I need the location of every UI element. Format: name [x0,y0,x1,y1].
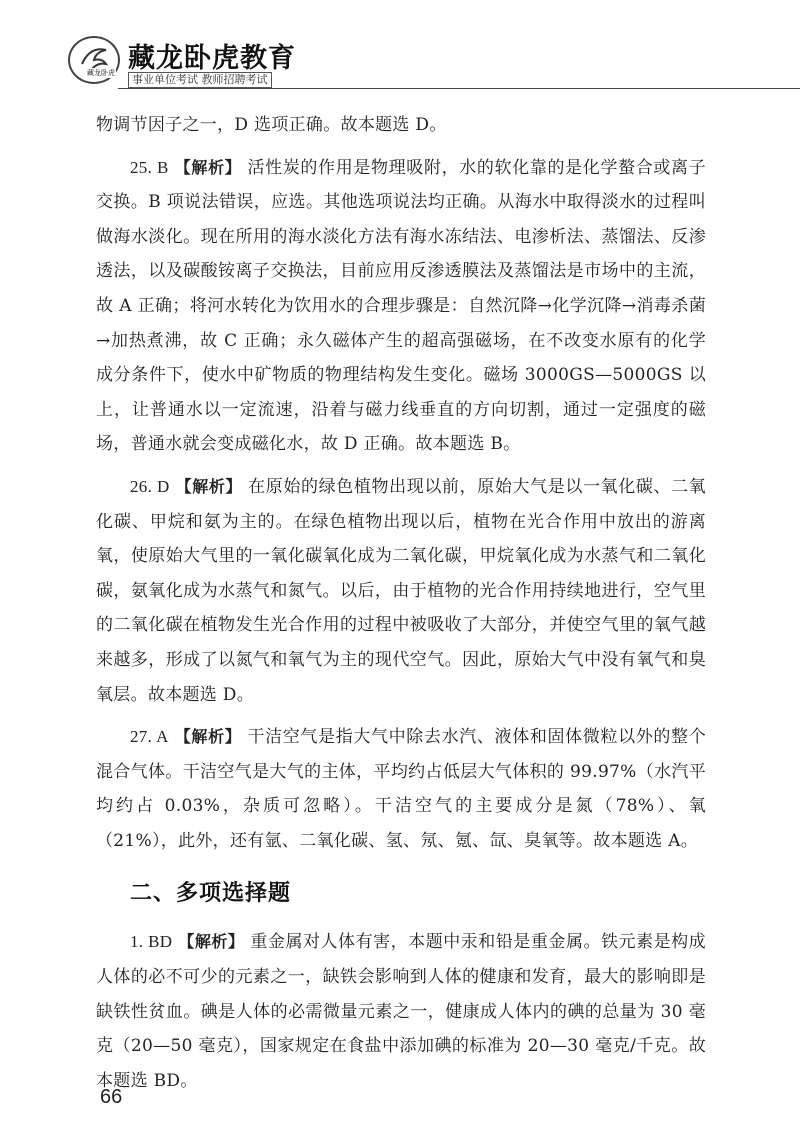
answer-text: 在原始的绿色植物出现以前，原始大气是以一氧化碳、二氧化碳、甲烷和氨为主的。在绿色植物出现以后，植物在光合作用中放出的游离氧，使原始大气里的一氧化碳氧化成为二氧化碳，甲烷氧化成为水蒸气和二氧化碳，氨氧化成为水蒸气和氮气。以后，由于植物的光合作用持续地进行，空气里的二氧化碳在植物发生光合作用的过程中被吸收了大部分，并使空气里的氧气越来越多，形成了以氮气和氧气为主的现代空气。因此，原始大气中没有氧气和臭氧层。故本题选 D。 [96,476,706,705]
answer-multi-1 [96,925,706,1098]
answer-27 [96,720,706,858]
page-content [96,108,706,1106]
analysis-tag: 【解析】 [174,157,242,177]
question-number: 1. BD [130,932,173,952]
answer-text: 活性炭的作用是物理吸附，水的软化靠的是化学螯合或离子交换。B 项说法错误，应选。其他选项说法均正确。从海水中取得淡水的过程叫做海水淡化。现在所用的海水淡化方法有海水冻结法、电渗析法、蒸馏法、反渗透法，以及碳酸铵离子交换法，目前应用反渗透膜法及蒸馏法是市场中的主流，故 A 正确；将河水转化为饮用水的合理步骤是：自然沉降→化学沉降→消毒杀菌→加热煮沸，故 C 正确；永久磁体产生的超高强磁场，在不改变水原有的化学成分条件下，使水中矿物质的物理结构发生变化。磁场 3000GS—5000GS 以上，让普通水以一定流速，沿着与磁力线垂直的方向切割，通过一定强度的磁场，普通水就会变成磁化水，故 D 正确。故本题选 B。 [96,157,706,455]
question-number: 27. A [130,727,169,747]
analysis-tag: 【解析】 [178,932,245,952]
analysis-tag: 【解析】 [175,476,243,496]
question-number: 25. B [130,157,169,177]
brand-subtitle: 事业单位考试 教师招聘考试 [128,72,272,88]
page-number: 66 [100,1086,123,1108]
section-title: 二、多项选择题 [130,881,292,907]
answer-25 [96,151,706,462]
paragraph-continued: 物调节因子之一，D 选项正确。故本题选 D。 [96,115,447,135]
logo-text: 藏龙卧虎 [87,69,115,77]
brand-title: 藏龙卧虎教育 [128,43,296,74]
page-header [0,0,800,92]
answer-text: 干洁空气是指大气中除去水汽、液体和固体微粒以外的整个混合气体。干洁空气是大气的主体，平均约占低层大气体积的 99.97%（水汽平均约占 0.03%，杂质可忽略）。干洁空气的主要成分是氮（78%）、氧（21%），此外，还有氩、二氧化碳、氢、氖、氪、氙、臭氧等。故本题选 A。 [96,727,706,851]
header-divider [118,88,800,89]
answer-text: 重金属对人体有害，本题中汞和铅是重金属。铁元素是构成人体的必不可少的元素之一，缺铁会影响到人体的健康和发育，最大的影响即是缺铁性贫血。碘是人体的必需微量元素之一，健康成人体内的碘的总量为 30 毫克（20—50 毫克），国家规定在食盐中添加碘的标准为 20—30 毫克/千克。故本题选 BD。 [96,932,706,1091]
question-number: 26. D [130,476,170,496]
analysis-tag: 【解析】 [174,727,242,747]
answer-26 [96,470,706,712]
